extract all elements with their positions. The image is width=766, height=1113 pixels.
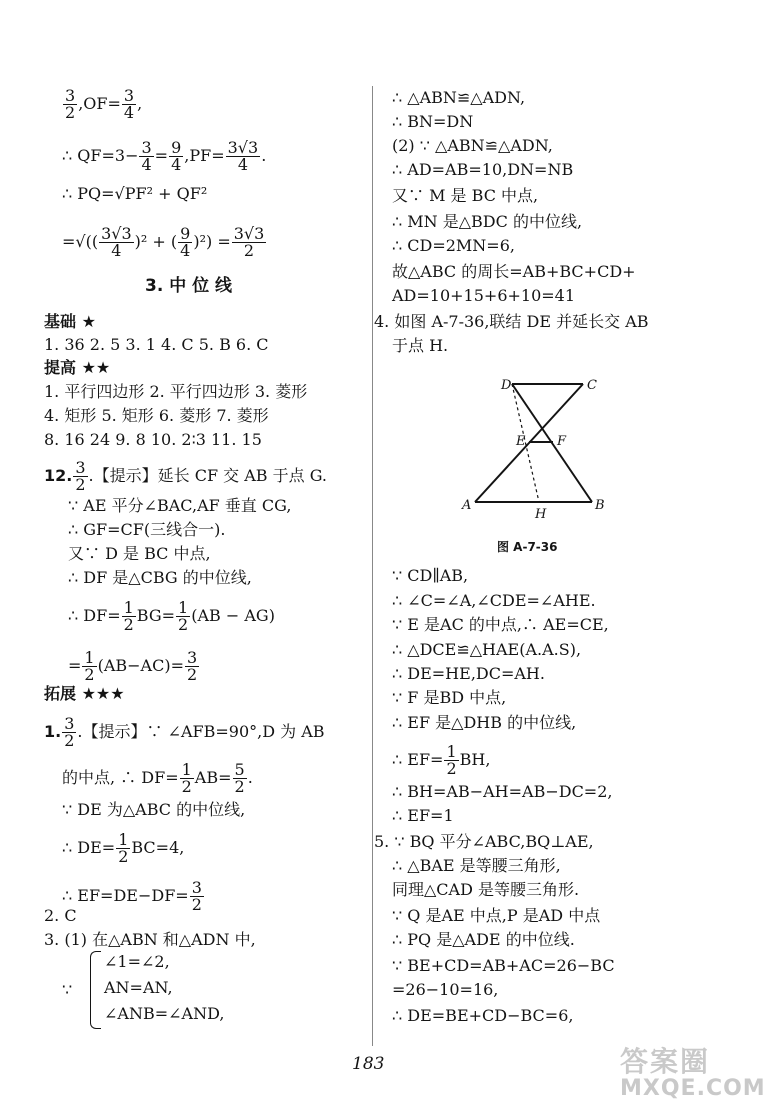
r-line-20: ∴ BH=AB−AH=AB−DC=2, bbox=[392, 782, 613, 801]
r-line-11: 于点 H. bbox=[392, 336, 449, 355]
geometry-figure bbox=[455, 372, 615, 522]
q12-line-6: ∴ DF= $\frac{1}{2}$ BG= $\frac{1}{2}$ (AB − AG) bbox=[68, 598, 275, 634]
r-line-6: ∴ MN 是△BDC 的中位线, bbox=[392, 212, 583, 231]
watermark-logo: 答案圈 MXQE.COM bbox=[620, 1045, 766, 1101]
r-line-26: ∴ PQ 是△ADE 的中位线. bbox=[392, 930, 575, 949]
e1-line-4: ∴ DE= $\frac{1}{2}$ BC=4, bbox=[62, 830, 185, 866]
improve-line-1: 1. 平行四边形 2. 平行四边形 3. 菱形 bbox=[44, 382, 308, 401]
label-e: E bbox=[516, 434, 526, 449]
r-line-21: ∴ EF=1 bbox=[392, 806, 454, 825]
r-line-1: ∴ △ABN≌△ADN, bbox=[392, 88, 526, 107]
e1-line-5: ∴ EF=DE−DF= $\frac{3}{2}$ bbox=[62, 878, 202, 914]
section-title: 3. 中 位 线 bbox=[145, 276, 233, 296]
e3-condition-3: ∠ANB=∠AND, bbox=[104, 1004, 225, 1023]
q12-line-2: ∵ AE 平分∠BAC,AF 垂直 CG, bbox=[68, 496, 292, 515]
improve-heading: 提高 ★★ bbox=[44, 358, 111, 377]
r-line-25: ∵ Q 是AE 中点,P 是AD 中点 bbox=[392, 906, 601, 925]
improve-line-3: 8. 16 24 9. 8 10. 2∶3 11. 15 bbox=[44, 430, 262, 449]
basic-answers: 1. 36 2. 5 3. 1 4. C 5. B 6. C bbox=[44, 335, 269, 354]
e1-line-2: 的中点, ∴ DF= $\frac{1}{2}$ AB= $\frac{5}{2}$ . bbox=[62, 760, 253, 796]
r-line-24: 同理△CAD 是等腰三角形. bbox=[392, 880, 580, 899]
r-line-17: ∵ F 是BD 中点, bbox=[392, 688, 507, 707]
line-qf: ∴ QF=3− $\frac{3}{4}$ = $\frac{9}{4}$ ,PF= $\frac{3√3}{4}$ . bbox=[62, 138, 267, 174]
q12-line-5: ∴ DF 是△CBG 的中位线, bbox=[68, 568, 252, 587]
r-line-2: ∴ BN=DN bbox=[392, 112, 474, 131]
r-line-22: 5. ∵ BQ 平分∠ABC,BQ⊥AE, bbox=[374, 832, 594, 851]
label-h: H bbox=[535, 507, 547, 522]
figure-caption: 图 A-7-36 bbox=[497, 540, 558, 554]
line-of: $\frac{3}{2}$ ,OF= $\frac{3}{4}$ , bbox=[65, 86, 143, 122]
label-c: C bbox=[587, 378, 597, 393]
r-line-9: AD=10+15+6+10=41 bbox=[392, 286, 576, 305]
r-line-10: 4. 如图 A-7-36,联结 DE 并延长交 AB bbox=[374, 312, 649, 331]
label-f: F bbox=[557, 434, 567, 449]
label-d: D bbox=[501, 378, 512, 393]
r-line-8: 故△ABC 的周长=AB+BC+CD+ bbox=[392, 262, 636, 281]
r-line-23: ∴ △BAE 是等腰三角形, bbox=[392, 856, 561, 875]
q12-line-7: = $\frac{1}{2}$ (AB−AC)= $\frac{3}{2}$ bbox=[68, 648, 198, 684]
r-line-14: ∵ E 是AC 的中点,∴ AE=CE, bbox=[392, 615, 609, 634]
page-number: 183 bbox=[352, 1054, 385, 1074]
e3-line-1: 3. (1) 在△ABN 和△ADN 中, bbox=[44, 930, 256, 949]
improve-line-2: 4. 矩形 5. 矩形 6. 菱形 7. 菱形 bbox=[44, 406, 269, 425]
q12-line-1: 12. $\frac{3}{2}$ .【提示】延长 CF 交 AB 于点 G. bbox=[44, 458, 328, 494]
label-a: A bbox=[462, 498, 472, 513]
q12-line-4: 又∵ D 是 BC 中点, bbox=[68, 544, 211, 563]
r-line-3: (2) ∵ △ABN≌△ADN, bbox=[392, 136, 553, 155]
r-line-4: ∴ AD=AB=10,DN=NB bbox=[392, 160, 574, 179]
e3-condition-1: ∠1=∠2, bbox=[104, 952, 170, 971]
r-line-18: ∴ EF 是△DHB 的中位线, bbox=[392, 713, 577, 732]
basic-heading: 基础 ★ bbox=[44, 312, 96, 331]
r-line-27: ∵ BE+CD=AB+AC=26−BC bbox=[392, 956, 615, 975]
label-b: B bbox=[595, 498, 605, 513]
r-line-15: ∴ △DCE≌△HAE(A.A.S), bbox=[392, 640, 582, 659]
r-line-16: ∴ DE=HE,DC=AH. bbox=[392, 664, 545, 683]
condition-brace bbox=[90, 951, 101, 1029]
e2-answer: 2. C bbox=[44, 906, 77, 925]
r-line-28: =26−10=16, bbox=[392, 980, 499, 999]
column-divider bbox=[372, 86, 373, 1046]
r-line-12: ∵ CD∥AB, bbox=[392, 566, 469, 585]
line-pq: ∴ PQ=√PF² + QF² bbox=[62, 184, 208, 203]
e3-condition-2: AN=AN, bbox=[104, 978, 173, 997]
e1-line-3: ∵ DE 为△ABC 的中位线, bbox=[62, 800, 246, 819]
q12-line-3: ∴ GF=CF(三线合一). bbox=[68, 520, 226, 539]
e1-line-1: 1. $\frac{3}{2}$ .【提示】∵ ∠AFB=90°,D 为 AB bbox=[44, 714, 325, 750]
r-line-19: ∴ EF= $\frac{1}{2}$ BH, bbox=[392, 742, 491, 778]
r-line-29: ∴ DE=BE+CD−BC=6, bbox=[392, 1006, 574, 1025]
because-symbol: ∵ bbox=[62, 980, 73, 999]
extension-heading: 拓展 ★★★ bbox=[44, 684, 125, 703]
r-line-5: 又∵ M 是 BC 中点, bbox=[392, 186, 539, 205]
r-line-7: ∴ CD=2MN=6, bbox=[392, 236, 515, 255]
line-pq-eval: =√(( $\frac{3√3}{4}$ )² + ( $\frac{9}{4}$ )²) = $\frac{3√3}{2}$ bbox=[62, 224, 265, 260]
r-line-13: ∴ ∠C=∠A,∠CDE=∠AHE. bbox=[392, 591, 596, 610]
